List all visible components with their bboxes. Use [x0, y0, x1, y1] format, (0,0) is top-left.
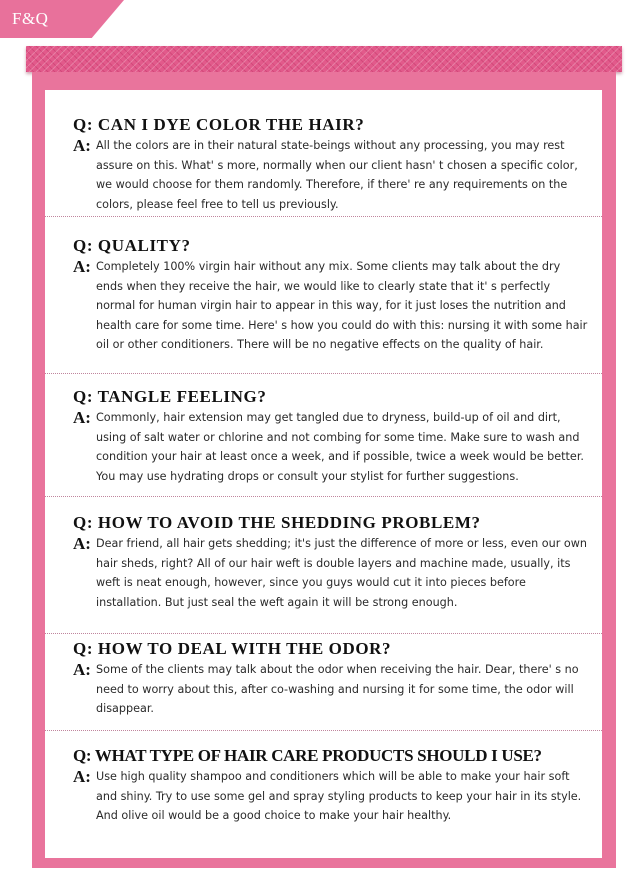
- faq-answer-row: [73, 136, 590, 214]
- answer-label: A:: [73, 257, 91, 276]
- faq-tab-label: F&Q: [12, 9, 49, 28]
- faq-question: Q: HOW TO AVOID THE SHEDDING PROBLEM?: [73, 513, 481, 532]
- answer-label: A:: [73, 767, 91, 786]
- faq-answer: Commonly, hair extension may get tangled due to dryness, build-up of oil and dirt, using of salt water or chlorine and not combing for some time. Make sure to wash and condition your hair at least once a week, and if possible, twice a week would be better. You may use hydrating drops or consult your stylist for further suggestions.: [96, 411, 584, 483]
- faq-answer-row: [73, 767, 590, 826]
- answer-label: A:: [73, 408, 91, 427]
- faq-question: Q: WHAT TYPE OF HAIR CARE PRODUCTS SHOULD I USE?: [73, 746, 542, 765]
- faq-frame: [32, 72, 616, 868]
- faq-question: Q: CAN I DYE COLOR THE HAIR?: [73, 115, 365, 134]
- answer-label: A:: [73, 660, 91, 679]
- faq-item-tangle: [45, 386, 602, 497]
- faq-card: [45, 90, 602, 858]
- faq-item-odor: [45, 638, 602, 731]
- answer-label: A:: [73, 534, 91, 553]
- faq-answer-row: [73, 408, 590, 486]
- faq-item-quality: [45, 235, 602, 374]
- faq-question: Q: TANGLE FEELING?: [73, 387, 267, 406]
- header-stripe-band: [26, 46, 622, 72]
- faq-item-products: [45, 745, 602, 845]
- faq-item-shedding: [45, 512, 602, 634]
- faq-question: Q: HOW TO DEAL WITH THE ODOR?: [73, 639, 392, 658]
- faq-answer: All the colors are in their natural state-beings without any processing, you may rest assure on this. What' s more, normally when our client hasn' t chosen a specific color, we would choose for them randomly. Therefore, if there' re any requirements on the colors, please feel free to tell us previously.: [96, 139, 578, 211]
- faq-answer: Completely 100% virgin hair without any mix. Some clients may talk about the dry ends when they receive the hair, we would like to clearly state that it' s perfectly normal for human virgin hair to appear in this way, for it just loses the nutrition and health care for some time. Here' s how you could do with this: nursing it with some hair oil or other conditioners. There will be no negative effects on the quality of hair.: [96, 260, 588, 352]
- faq-item-dye: [45, 114, 602, 217]
- faq-answer-row: [73, 534, 590, 612]
- faq-question: Q: QUALITY?: [73, 236, 191, 255]
- answer-label: A:: [73, 136, 91, 155]
- faq-answer-row: [73, 257, 590, 355]
- faq-answer-row: [73, 660, 590, 719]
- faq-answer: Some of the clients may talk about the odor when receiving the hair. Dear, there' s no need to worry about this, after co-washing and nursing it for some time, the odor will disappear.: [96, 663, 579, 716]
- faq-answer: Use high quality shampoo and conditioners which will be able to make your hair soft and shiny. Try to use some gel and spray styling products to keep your hair in its style. And olive oil would be a good choice to make your hair healthy.: [96, 770, 582, 823]
- faq-answer: Dear friend, all hair gets shedding; it's just the difference of more or less, even our own hair sheds, right? All of our hair weft is double layers and machine made, usually, its weft is neat enough, however, since you guys would cut it into pieces before installation. But just seal the weft again it will be strong enough.: [96, 537, 587, 609]
